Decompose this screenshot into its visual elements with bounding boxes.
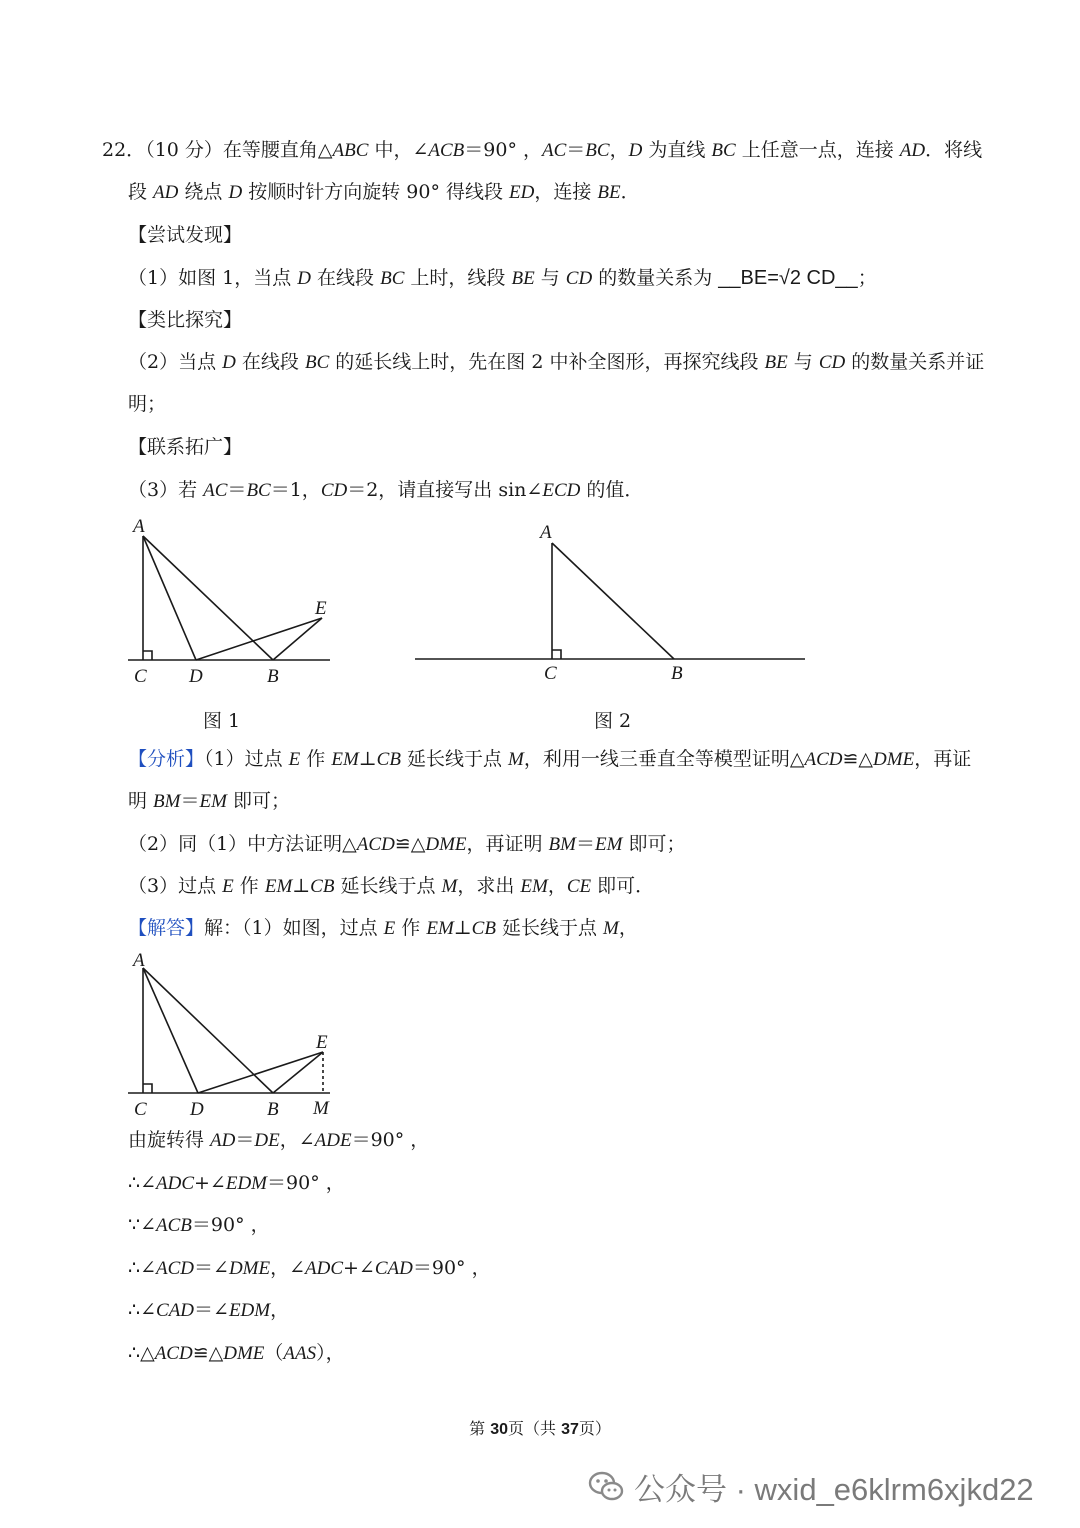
math: ADC: [305, 1258, 344, 1279]
segment-ad: [143, 536, 196, 660]
math: ADC: [156, 1173, 195, 1194]
page-number: 30: [490, 1421, 508, 1438]
text: ＝∠: [194, 1299, 229, 1321]
solution-tag: 【解答】: [128, 917, 205, 939]
text: （1）如图 1，当点: [128, 267, 298, 289]
math: M: [603, 918, 619, 939]
math: D: [628, 140, 643, 161]
math: CD: [565, 268, 593, 289]
text: +∠: [343, 1257, 375, 1279]
text: ＝90° ，: [267, 1172, 345, 1194]
solution-line-1: [128, 914, 638, 943]
math: ED: [509, 182, 535, 203]
label-c: C: [134, 666, 147, 687]
segment-be: [273, 618, 322, 660]
figure-1: [120, 510, 350, 695]
text: 在线段: [311, 267, 381, 289]
math: AC: [542, 140, 567, 161]
label-c: C: [134, 1099, 147, 1120]
analysis-line-2: [128, 787, 290, 816]
text: 的延长线上时，先在图 2 中补全图形，再探究线段: [329, 351, 765, 373]
math: D: [297, 268, 311, 289]
text: （3）若: [128, 479, 204, 501]
math: EM: [595, 834, 623, 855]
math: BE: [764, 352, 788, 373]
math: AD: [899, 140, 926, 161]
label-m: M: [313, 1098, 329, 1119]
text: ＝90° ，: [351, 1129, 430, 1151]
text: （3）过点: [128, 875, 223, 897]
text: ，连接: [534, 181, 598, 203]
label-a: A: [133, 950, 145, 971]
text: ＝: [575, 833, 595, 855]
text: （2）同（1）中方法证明△: [128, 833, 357, 855]
math: BE: [597, 182, 621, 203]
solution-line-5: [128, 1254, 491, 1283]
math: CB: [376, 749, 401, 770]
math: BC: [585, 140, 610, 161]
math: DME: [425, 834, 467, 855]
text: 上时，线段: [404, 267, 512, 289]
segment-ad: [143, 968, 198, 1093]
math: DME: [873, 749, 915, 770]
math: AD: [153, 182, 179, 203]
text: ，∠: [270, 1257, 306, 1279]
watermark-text: 公众号 · wxid_e6klrm6xjkd22: [634, 1471, 1034, 1507]
math: D: [222, 352, 236, 373]
label-c: C: [544, 663, 557, 684]
math: BC: [304, 352, 330, 373]
text: 延长线于点: [495, 917, 604, 939]
text: ≌△: [394, 833, 426, 855]
text: 延长线于点: [334, 875, 442, 897]
text: ，再证: [914, 748, 972, 770]
text: ，: [270, 1299, 290, 1321]
text: ，: [618, 917, 638, 939]
watermark: [588, 1466, 1034, 1506]
right-angle-mark: [552, 650, 561, 659]
text: 即可；: [622, 833, 686, 855]
problem-line-2: [128, 178, 640, 207]
section-heading-extend: 【联系拓广】: [128, 436, 243, 458]
wechat-icon: [588, 1470, 624, 1502]
text: 即可；: [226, 790, 290, 812]
math: ACD: [154, 1343, 193, 1364]
text: ＝: [227, 479, 247, 501]
text: 与: [534, 267, 566, 289]
segment-be: [273, 1052, 323, 1093]
figure-1-caption: 图 1: [203, 710, 241, 732]
math: EDM: [228, 1300, 271, 1321]
text: ＝∠: [194, 1257, 229, 1279]
page-footer: [0, 1416, 1080, 1439]
text: ，利用一线三垂直全等模型证明△: [523, 748, 805, 770]
text: ，: [609, 139, 629, 161]
math: E: [383, 918, 396, 939]
math: BE: [511, 268, 535, 289]
text: ∴△: [128, 1342, 155, 1364]
label-b: B: [267, 1099, 279, 1120]
math: CD: [818, 352, 846, 373]
right-angle-mark: [143, 1084, 152, 1093]
text: 即可．: [591, 875, 655, 897]
question-3: [128, 476, 643, 505]
problem-number: 22．: [102, 139, 146, 161]
section-heading-analogy: 【类比探究】: [128, 309, 243, 331]
text: 的数量关系并证: [845, 351, 985, 373]
text: 上任意一点，连接: [735, 139, 900, 161]
text: ＝90° ，: [191, 1214, 270, 1236]
math: BM: [153, 791, 181, 812]
math: D: [228, 182, 243, 203]
math: EM: [199, 791, 227, 812]
math: M: [441, 876, 458, 897]
analysis-line-1: [128, 745, 971, 774]
text: ＝: [180, 790, 200, 812]
math: BC: [380, 268, 405, 289]
label-b: B: [267, 666, 279, 687]
math: BC: [711, 140, 736, 161]
text: 按顺时针方向旋转 90° 得线段: [242, 181, 510, 203]
text: （2）当点: [128, 351, 223, 373]
math: EM: [426, 918, 454, 939]
math: CB: [471, 918, 496, 939]
question-2: [128, 348, 984, 377]
math: E: [222, 876, 234, 897]
text: ∴∠: [128, 1172, 157, 1194]
solution-line-6: [128, 1296, 289, 1325]
text: （1）过点: [204, 748, 289, 770]
text: ，∠: [279, 1129, 315, 1151]
math: EM: [264, 876, 293, 897]
text: 与: [787, 351, 819, 373]
text: ≌△: [192, 1342, 224, 1364]
math: DME: [228, 1258, 271, 1279]
figure-3: [120, 944, 350, 1124]
text: 解：（1）如图，过点: [204, 917, 384, 939]
text: ，再证明: [466, 833, 549, 855]
math: AAS: [283, 1343, 317, 1364]
analysis-line-4: [128, 872, 654, 901]
label-e: E: [316, 1032, 328, 1053]
analysis-tag: 【分析】: [128, 748, 205, 770]
text: ∴∠: [128, 1299, 157, 1321]
math: CD: [320, 480, 348, 501]
text: ＝: [566, 139, 586, 161]
text: 段: [128, 181, 154, 203]
page-total: 37: [561, 1421, 579, 1438]
math: CE: [566, 876, 592, 897]
text: 明: [128, 790, 154, 812]
text: ＝90° ，: [464, 139, 542, 161]
math: CAD: [374, 1258, 413, 1279]
math: EM: [331, 749, 359, 770]
segment-de: [198, 1052, 323, 1093]
math: AC: [203, 480, 228, 501]
math: ACD: [356, 834, 395, 855]
text: ∴∠: [128, 1257, 157, 1279]
segment-de: [196, 618, 322, 660]
math: DE: [254, 1130, 280, 1151]
text: ），: [316, 1342, 345, 1364]
text: 绕点: [178, 181, 229, 203]
text: 页）: [578, 1419, 611, 1438]
text: ；: [857, 267, 877, 289]
text: ≌△: [842, 748, 874, 770]
text: 的值．: [580, 479, 644, 501]
text: 中，∠: [368, 139, 429, 161]
math: DME: [223, 1343, 265, 1364]
text: ＝2，请直接写出 sin∠: [347, 479, 543, 501]
solution-line-2: [128, 1126, 429, 1155]
text: ．: [620, 181, 640, 203]
figure-2-caption: 图 2: [594, 710, 632, 732]
text: 由旋转得: [128, 1129, 211, 1151]
text: （10 分）在等腰直角△: [145, 139, 333, 161]
text: ⊥: [453, 917, 472, 939]
text: ．将线: [925, 139, 983, 161]
math: E: [288, 749, 301, 770]
question-1: [128, 264, 877, 293]
label-b: B: [671, 663, 683, 684]
right-angle-mark: [143, 651, 152, 660]
math: M: [508, 749, 524, 770]
text: 为直线: [642, 139, 712, 161]
math: EM: [520, 876, 548, 897]
text: 延长线于点: [400, 748, 509, 770]
text: 作: [300, 748, 332, 770]
text: 在线段: [235, 351, 305, 373]
solution-line-7: [128, 1339, 345, 1368]
text: ，: [547, 875, 567, 897]
math: ACD: [804, 749, 843, 770]
label-e: E: [315, 598, 327, 619]
math: ACD: [156, 1258, 195, 1279]
text: 的数量关系为: [592, 267, 719, 289]
math: BC: [246, 480, 271, 501]
figure-2: [410, 515, 810, 695]
text: ，求出: [457, 875, 521, 897]
math: ADE: [314, 1130, 352, 1151]
math: CAD: [156, 1300, 195, 1321]
text: 作: [395, 917, 427, 939]
label-a: A: [133, 516, 145, 537]
math: AD: [210, 1130, 236, 1151]
text: ＝90° ，: [412, 1257, 491, 1279]
math: ABC: [332, 140, 369, 161]
text: 页（共: [507, 1419, 562, 1438]
section-heading-try: 【尝试发现】: [128, 224, 243, 246]
text: 作: [233, 875, 265, 897]
math: BM: [548, 834, 576, 855]
label-a: A: [540, 522, 552, 543]
math: EDM: [225, 1173, 268, 1194]
text: ⊥: [292, 875, 311, 897]
label-d: D: [190, 1099, 204, 1120]
text: ⊥: [358, 748, 377, 770]
analysis-line-3: [128, 830, 685, 859]
question-2-cont: 明；: [128, 393, 167, 415]
solution-line-3: [128, 1169, 345, 1198]
text: （: [264, 1342, 284, 1364]
answer-fill: __BE=√2 CD__: [718, 267, 858, 289]
text: ∵∠: [128, 1214, 157, 1236]
text: 第: [469, 1419, 491, 1438]
text: ＝1，: [270, 479, 321, 501]
solution-line-4: [128, 1211, 270, 1240]
math: ACB: [428, 140, 465, 161]
math: CB: [310, 876, 335, 897]
problem-line-1: [102, 136, 982, 165]
segment-ab: [552, 543, 674, 659]
label-d: D: [189, 666, 203, 687]
text: +∠: [194, 1172, 226, 1194]
math: ECD: [542, 480, 581, 501]
text: ＝: [235, 1129, 255, 1151]
math: ACB: [156, 1215, 192, 1236]
